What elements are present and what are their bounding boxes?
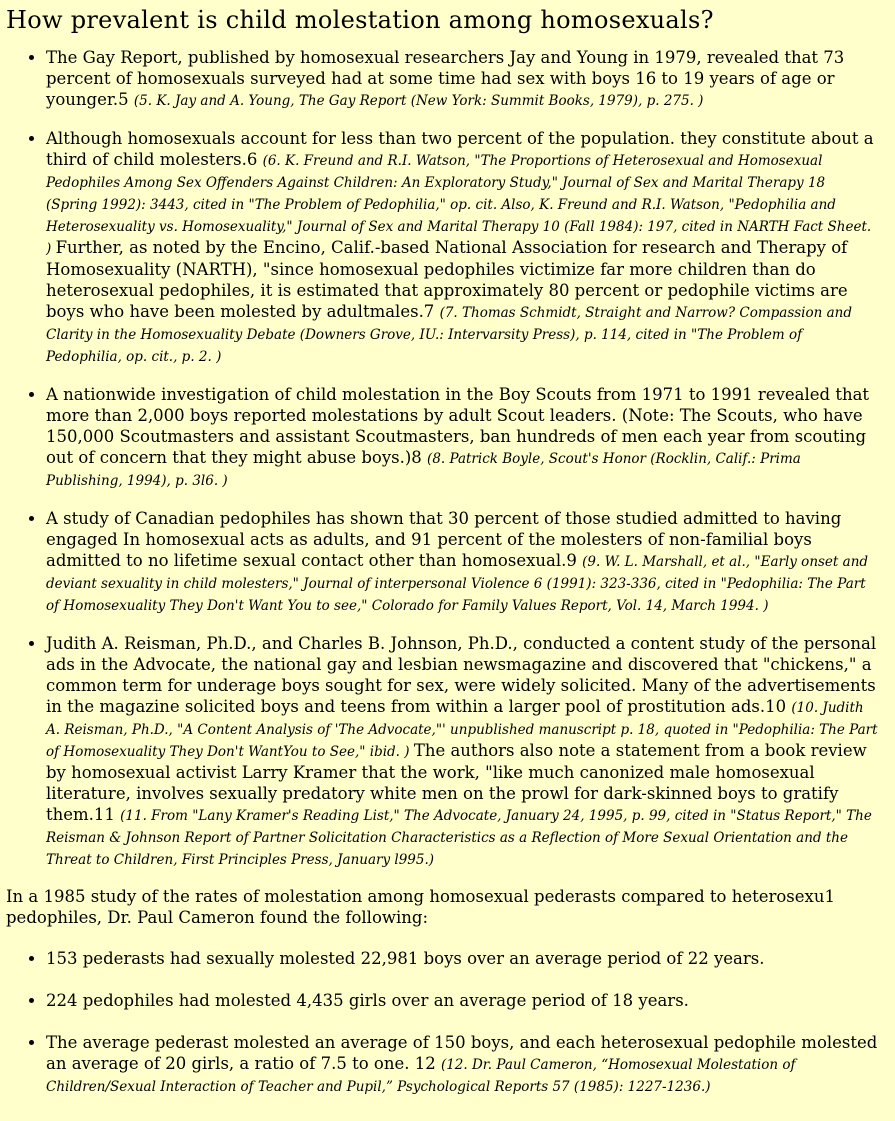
bullet-text: Further, as noted by the Encino, Calif.-based National Association for research and Therapy of Homosexuality (NARTH), "since homosexual pedophiles victimize far more children than do heterosexual pedophiles, it is estimated that approximately 80 percent or pedophile victims are boys who have been molested by adultmales.7: [46, 238, 848, 321]
bullet-text: 153 pederasts had sexually molested 22,981 boys over an average period of 22 years.: [46, 949, 765, 968]
list-item: [46, 1032, 879, 1097]
citation-text: (8. Patrick Boyle, Scout's Honor (Rocklin, Calif.: Prima Publishing, 1994), p. 3l6. ): [46, 451, 801, 489]
bullet-text: 224 pedophiles had molested 4,435 girls over an average period of 18 years.: [46, 991, 689, 1010]
list-item: [46, 47, 879, 111]
list-item: [46, 633, 879, 870]
list-item: [46, 508, 879, 616]
bullet-text: The average pederast molested an average of 150 boys, and each heterosexual pedophile molested an average of 20 girls, a ratio of 7.5 to one. 12: [46, 1033, 878, 1073]
list-item: [46, 384, 879, 491]
bullet-text: Although homosexuals account for less than two percent of the population. they constitute about a third of child molesters.6: [46, 129, 874, 169]
intro-paragraph: In a 1985 study of the rates of molestation among homosexual pederasts compared to heterosexu1 pedophiles, Dr. Paul Cameron found the following:: [6, 887, 835, 927]
citation-text: (12. Dr. Paul Cameron, “Homosexual Molestation of Children/Sexual Interaction of Teacher and Pupil,” Psychological Reports 57 (1985): 1227-1236.): [46, 1057, 796, 1095]
bullet-text: Judith A. Reisman, Ph.D., and Charles B. Johnson, Ph.D., conducted a content study of the personal ads in the Advocate, the national gay and lesbian newsmagazine and discovered that "chickens," a common term for underage boys sought for sex, were widely solicited. Many of the advertisements in the magazine solicited boys and teens from within a larger pool of prostitution ads.10: [46, 634, 877, 716]
bullet-text: The authors also note a statement from a book review by homosexual activist Larry Kramer that the work, "like much canonized male homosexual literature, involves sexually predatory white men on the prowl for dark-skinned boys to gratify them.11: [46, 741, 867, 824]
list-item: [46, 948, 879, 969]
page-title: How prevalent is child molestation among homosexuals?: [6, 6, 714, 34]
citation-text: (7. Thomas Schmidt, Straight and Narrow? Compassion and Clarity in the Homosexuality Debate (Downers Grove, IU.: Intervarsity Press), p. 114, cited in "The Problem of Pedophilia, op. cit., p. 2. ): [46, 305, 852, 365]
bullet-text: A nationwide investigation of child molestation in the Boy Scouts from 1971 to 1991 revealed that more than 2,000 boys reported molestations by adult Scout leaders. (Note: The Scouts, who have 150,000 Scoutmasters and assistant Scoutmasters, ban hundreds of men each year from scouting out of concern that they might abuse boys.)8: [46, 385, 870, 467]
citation-text: (6. K. Freund and R.I. Watson, "The Proportions of Heterosexual and Homosexual Pedophiles Among Sex Offenders Against Children: An Exploratory Study," Journal of Sex and Marital Therapy 18 (Spring 1992): 3443, cited in "The Problem of Pedophilia," op. cit. Also, K. Freund and R.I. Watson, "Pedophilia and Heterosexuality vs. Homosexuality," Journal of Sex and Marital Therapy 10 (Fall 1984): 197, cited in NARTH Fact Sheet. ): [46, 153, 872, 257]
list-item: [46, 128, 879, 367]
main-bullet-list: [6, 47, 879, 870]
bullet-text: The Gay Report, published by homosexual researchers Jay and Young in 1979, revealed that 73 percent of homosexuals surveyed had at some time had sex with boys 16 to 19 years of age or younger.5: [46, 48, 845, 109]
citation-text: (10. Judith A. Reisman, Ph.D., "A Content Analysis of 'The Advocate,"' unpublished manuscript p. 18, quoted in "Pedophilia: The Part of Homosexuality They Don't WantYou to See," ibid. ): [46, 700, 878, 760]
citation-text: (11. From "Lany Kramer's Reading List," The Advocate, January 24, 1995, p. 99, cited in "Status Report," The Reisman & Johnson Report of Partner Solicitation Characteristics as a Reflection of More Sexual Orientation and the Threat to Children, First Principles Press, January l995.): [46, 808, 872, 868]
bullet-text: A study of Canadian pedophiles has shown that 30 percent of those studied admitted to having engaged In homosexual acts as adults, and 91 percent of the molesters of non-familial boys admitted to no lifetime sexual contact other than homosexual.9: [46, 509, 842, 570]
citation-text: (5. K. Jay and A. Young, The Gay Report (New York: Summit Books, 1979), p. 275. ): [133, 93, 704, 109]
citation-text: (9. W. L. Marshall, et al., "Early onset and deviant sexuality in child molesters," Journal of interpersonal Violence 6 (1991): 323-336, cited in "Pedophilia: The Part of Homosexuality They Don't Want You to see," Colorado for Family Values Report, Vol. 14, March 1994. ): [46, 554, 869, 614]
stats-bullet-list: [6, 948, 879, 1097]
list-item: [46, 990, 879, 1011]
